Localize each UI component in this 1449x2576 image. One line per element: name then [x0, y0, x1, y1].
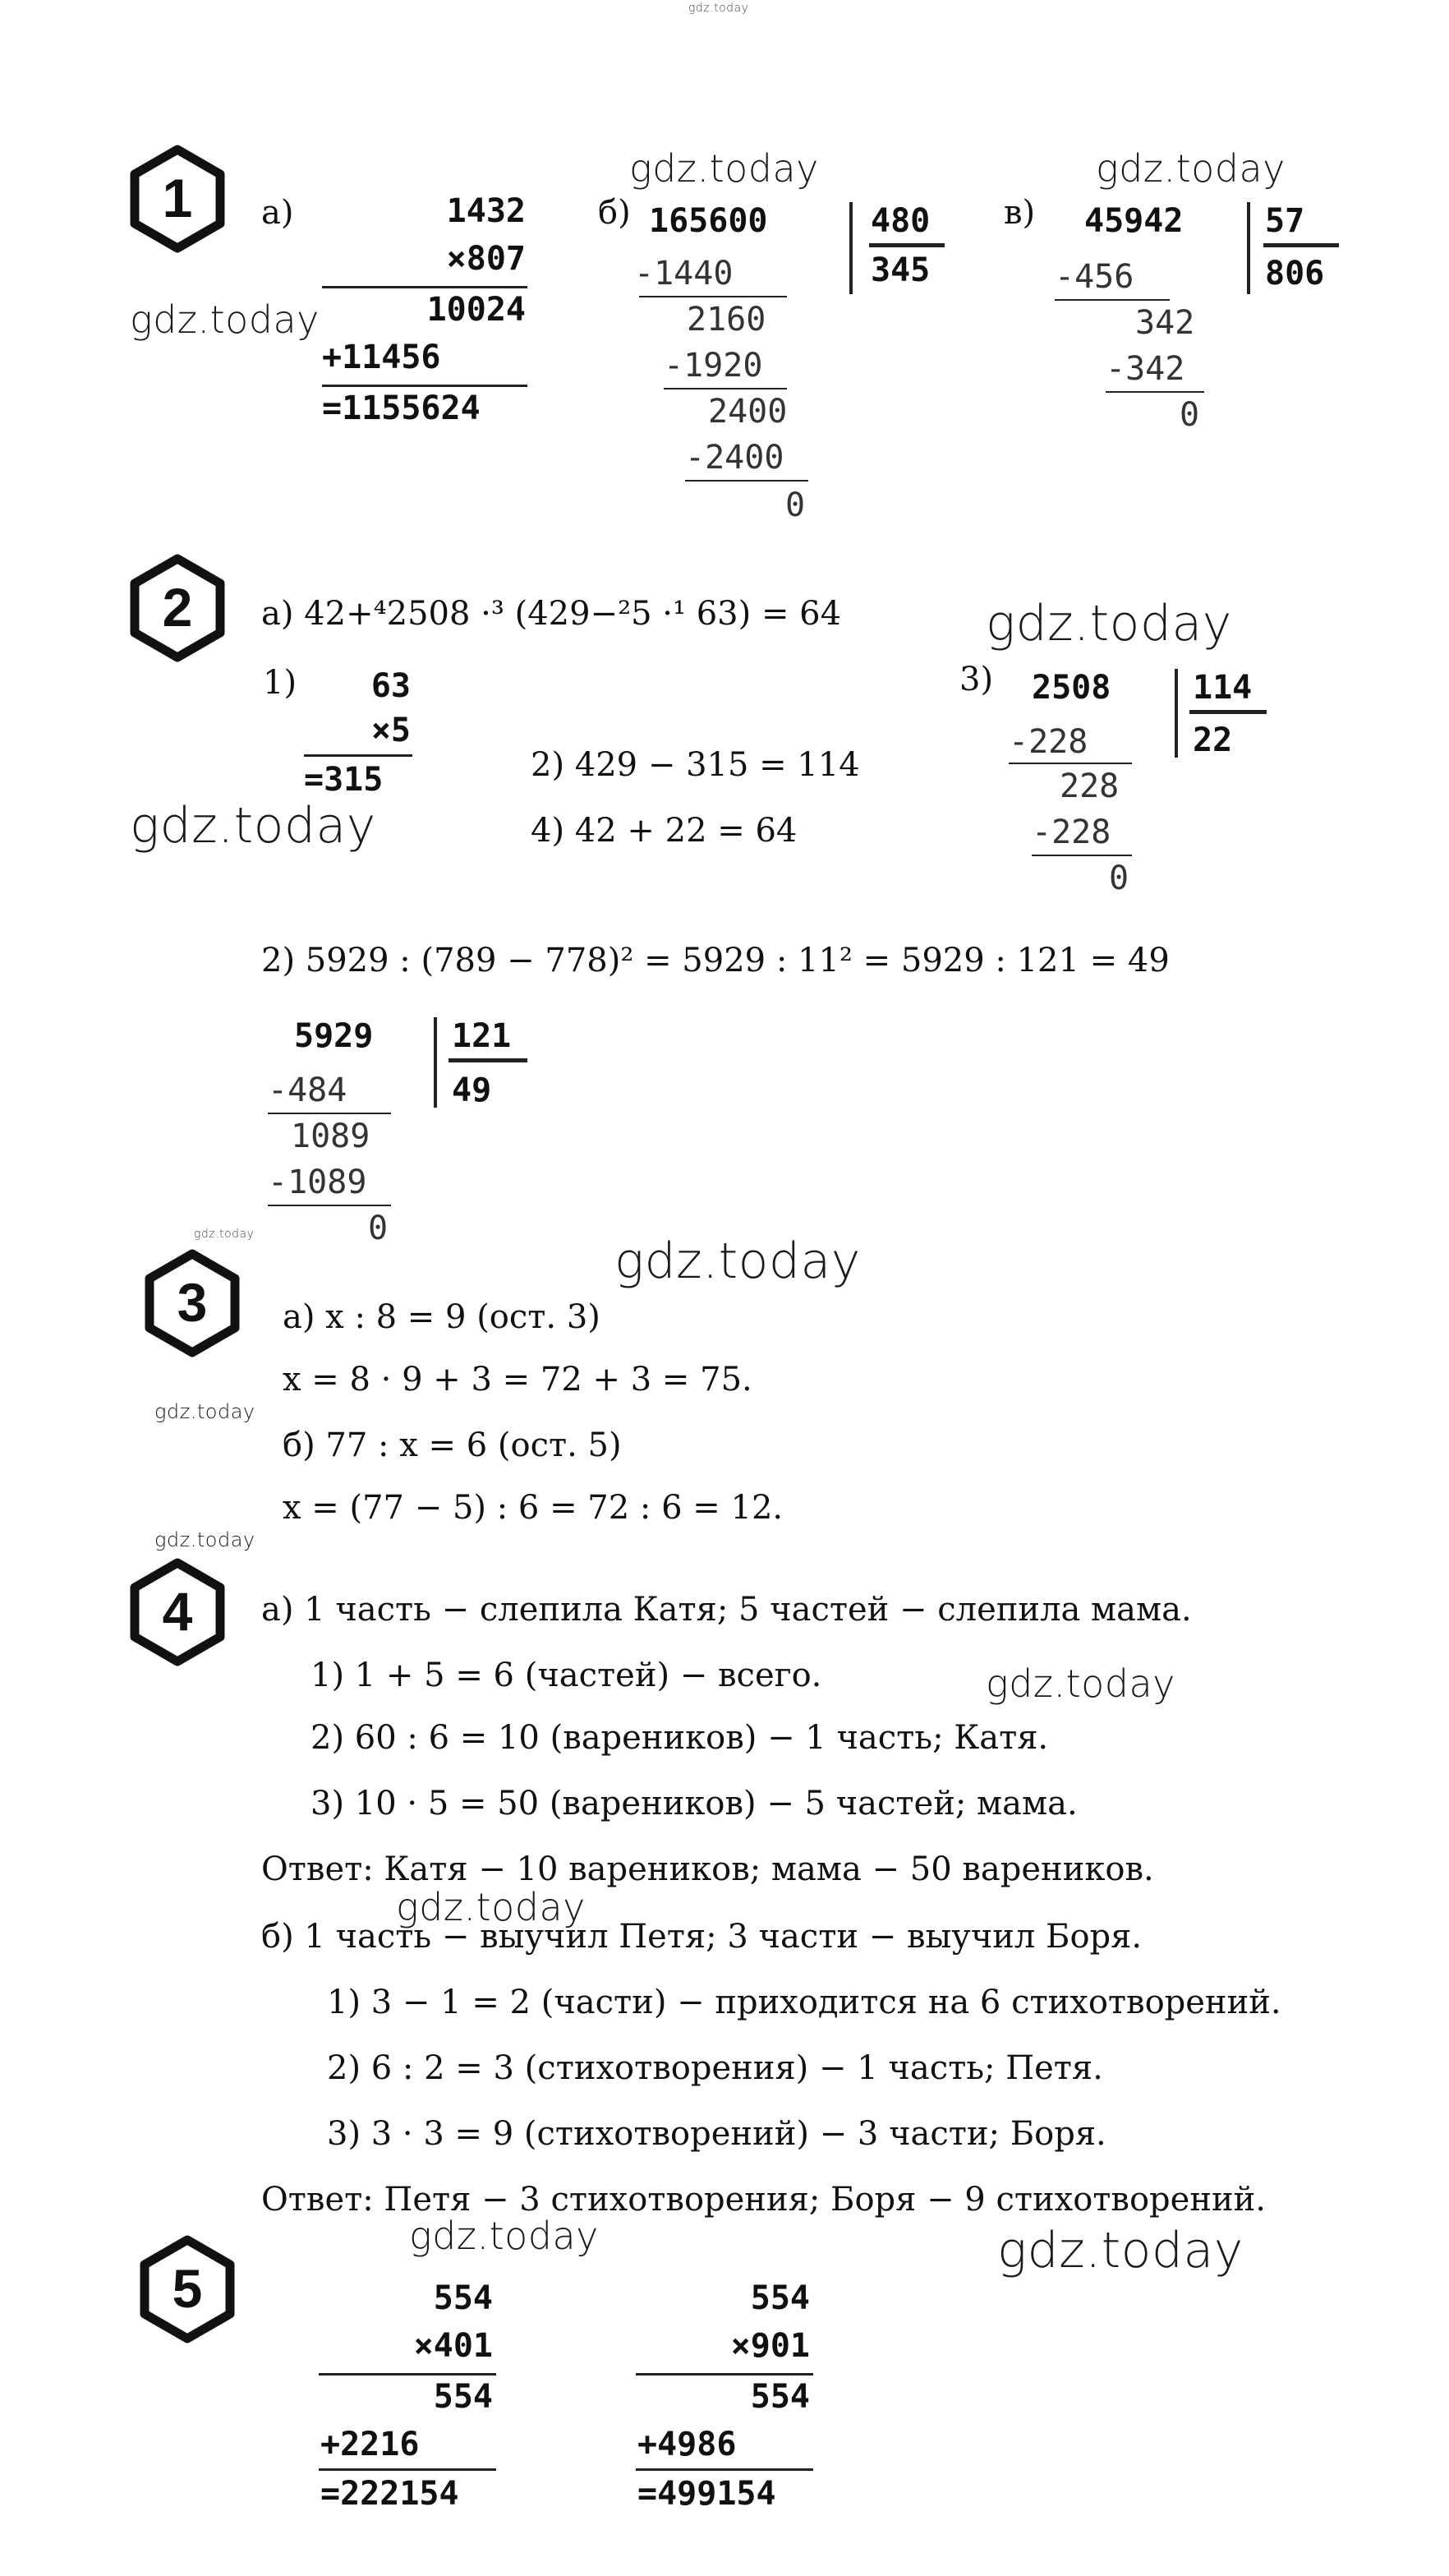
- step: 3) 3 · 3 = 9 (стихотворений) − 3 части; Боря.: [327, 2115, 1106, 2153]
- watermark-top: gdz.today: [688, 2, 749, 15]
- solution: x = 8 · 9 + 3 = 72 + 3 = 75.: [283, 1361, 752, 1399]
- condition: а) 1 часть − слепила Катя; 5 частей − слепила мама.: [261, 1591, 1192, 1629]
- subtrahend: -2400: [685, 439, 784, 477]
- quotient: 22: [1193, 721, 1233, 759]
- step: 3) 10 · 5 = 50 (вареников) − 5 частей; мама.: [310, 1785, 1078, 1823]
- watermark: gdz.today: [1096, 146, 1286, 191]
- remainder: 0: [785, 486, 806, 524]
- step-label: 3): [959, 661, 994, 698]
- product-result: =222154: [320, 2475, 459, 2513]
- watermark: gdz.today: [614, 1233, 861, 1290]
- partial-product-2: +2216: [320, 2426, 420, 2463]
- dividend: 5929: [294, 1017, 374, 1055]
- factor-1: 63: [370, 667, 411, 705]
- product-result: =1155624: [322, 389, 481, 427]
- step: 4) 42 + 22 = 64: [531, 812, 798, 850]
- task-number: 1: [162, 168, 193, 228]
- task-number-badge: [130, 1558, 225, 1666]
- condition: б) 1 часть − выучил Петя; 3 части − выучил Боря.: [261, 1918, 1143, 1956]
- remainder: 0: [1109, 859, 1129, 897]
- remainder: 0: [368, 1210, 389, 1247]
- dividend: 45942: [1084, 202, 1184, 240]
- factor-1: 1432: [446, 192, 526, 230]
- partial-product-1: 554: [433, 2378, 493, 2416]
- subtrahend: -228: [1009, 723, 1088, 761]
- watermark: gdz.today: [154, 1400, 255, 1423]
- solution: x = (77 − 5) : 6 = 72 : 6 = 12.: [283, 1489, 784, 1527]
- divisor: 121: [452, 1017, 512, 1055]
- watermark: gdz.today: [409, 2214, 599, 2258]
- task-number-badge: [130, 554, 225, 662]
- subtrahend: -1440: [634, 255, 734, 293]
- factor-2: ×901: [730, 2327, 810, 2365]
- task-number: 4: [162, 1581, 193, 1642]
- subtrahend: -228: [1032, 813, 1111, 851]
- partial-product-2: +11456: [322, 339, 441, 376]
- factor-2: ×401: [413, 2327, 493, 2365]
- divisor: 114: [1193, 669, 1253, 707]
- remainder: 0: [1180, 396, 1200, 434]
- step-label: 1): [263, 664, 297, 702]
- watermark: gdz.today: [629, 146, 819, 191]
- factor-1: 554: [433, 2279, 493, 2317]
- watermark: gdz.today: [986, 595, 1232, 652]
- subtrahend: -456: [1055, 258, 1134, 296]
- step: 2) 429 − 315 = 114: [531, 746, 860, 784]
- divisor: 480: [871, 202, 931, 240]
- remainder: 228: [1060, 767, 1120, 805]
- step: 2) 60 : 6 = 10 (вареников) − 1 часть; Катя.: [310, 1719, 1049, 1757]
- quotient: 49: [452, 1071, 492, 1109]
- expression: 2) 5929 : (789 − 778)² = 5929 : 11² = 5929 : 121 = 49: [261, 942, 1170, 979]
- product-result: =315: [304, 761, 384, 799]
- answer: Ответ: Катя − 10 вареников; мама − 50 вареников.: [261, 1850, 1154, 1888]
- product-result: =499154: [637, 2475, 776, 2513]
- factor-2: ×807: [446, 240, 526, 278]
- step: 2) 6 : 2 = 3 (стихотворения) − 1 часть; Петя.: [327, 2049, 1103, 2087]
- dividend: 2508: [1032, 669, 1111, 707]
- equation: б) 77 : x = 6 (ост. 5): [283, 1426, 622, 1464]
- task-number: 5: [172, 2258, 203, 2319]
- remainder: 342: [1135, 304, 1195, 342]
- watermark: gdz.today: [154, 1528, 255, 1551]
- quotient: 806: [1265, 255, 1325, 293]
- task-number: 3: [177, 1272, 208, 1333]
- expression: а) 42+⁴2508 ·³ (429−²5 ·¹ 63) = 64: [261, 595, 842, 633]
- subtrahend: -1089: [268, 1164, 367, 1201]
- step: 1) 1 + 5 = 6 (частей) − всего.: [310, 1657, 822, 1694]
- factor-2: ×5: [370, 712, 411, 749]
- partial-product-1: 554: [750, 2378, 810, 2416]
- watermark: gdz.today: [130, 797, 376, 855]
- remainder: 2160: [687, 301, 766, 339]
- subtrahend: -342: [1106, 350, 1185, 388]
- dividend: 165600: [649, 202, 768, 240]
- task-number-badge: [145, 1249, 240, 1357]
- part-label: б): [598, 194, 631, 232]
- part-label: в): [1004, 194, 1036, 232]
- task-number-badge: [130, 145, 225, 253]
- watermark: gdz.today: [396, 1885, 586, 1929]
- partial-product-1: 10024: [426, 291, 526, 329]
- remainder: 1089: [291, 1117, 370, 1155]
- remainder: 2400: [708, 393, 788, 431]
- subtrahend: -1920: [664, 347, 763, 385]
- task-number-badge: [140, 2235, 235, 2343]
- task-number: 2: [162, 577, 193, 638]
- part-label: а): [261, 194, 294, 232]
- equation: а) x : 8 = 9 (ост. 3): [283, 1298, 600, 1336]
- divisor: 57: [1265, 202, 1305, 240]
- watermark: gdz.today: [194, 1228, 255, 1241]
- watermark: gdz.today: [986, 1661, 1175, 1706]
- watermark: gdz.today: [130, 297, 320, 342]
- answer: Ответ: Петя − 3 стихотворения; Боря − 9 стихотворений.: [261, 2181, 1267, 2219]
- quotient: 345: [871, 251, 931, 289]
- watermark: gdz.today: [997, 2222, 1244, 2279]
- subtrahend: -484: [268, 1071, 347, 1109]
- factor-1: 554: [750, 2279, 810, 2317]
- partial-product-2: +4986: [637, 2426, 737, 2463]
- step: 1) 3 − 1 = 2 (части) − приходится на 6 стихотворений.: [327, 1984, 1281, 2021]
